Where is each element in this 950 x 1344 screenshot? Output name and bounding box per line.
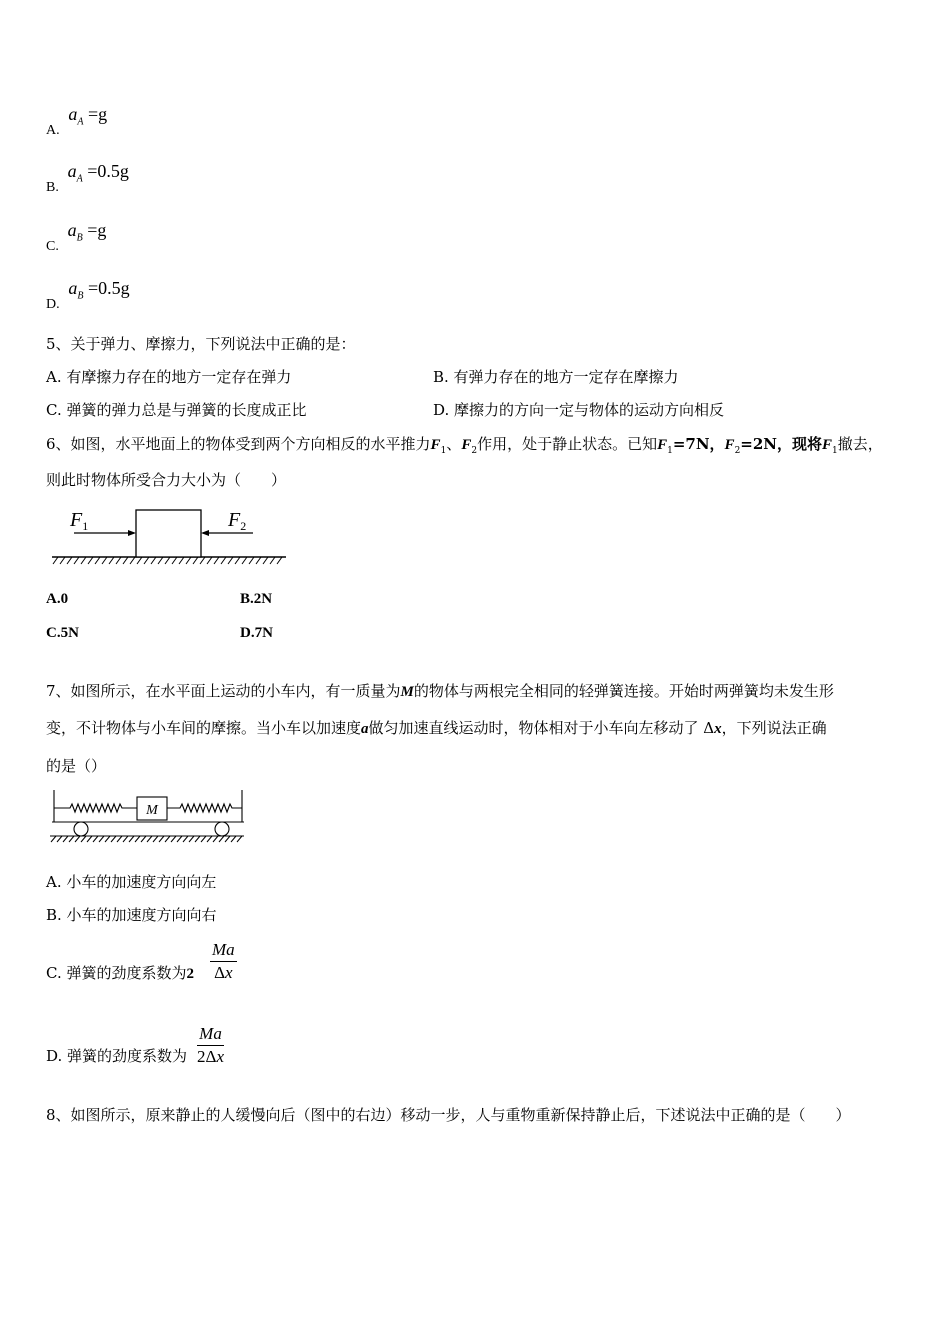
hatch-mark	[74, 557, 79, 564]
label-f2: $F_2$	[228, 509, 247, 533]
label-f1: $F_1$	[70, 509, 89, 533]
hatch-mark	[158, 557, 163, 564]
hatch-mark	[235, 557, 240, 564]
q5-option-c: C. 弹簧的弹力总是与弹簧的长度成正比	[46, 401, 307, 419]
hatch-mark	[88, 557, 93, 564]
q6-option-c: C.5N	[46, 625, 79, 641]
hatch-mark	[219, 836, 224, 842]
hatch-mark	[135, 836, 140, 842]
hatch-mark	[151, 557, 156, 564]
hatch-mark	[214, 557, 219, 564]
q7-stem-line1: 7、如图所示，在水平面上运动的小车内，有一质量为M的物体与两根完全相同的轻弹簧连接。开始时两弹簧均未发生形	[46, 682, 834, 700]
hatch-mark	[228, 557, 233, 564]
option-letter: B.	[46, 180, 59, 195]
left-spring	[54, 804, 137, 812]
hatch-mark	[144, 557, 149, 564]
q7-option-d-fraction: $\frac{Ma}{2\Delta x}$	[197, 1024, 224, 1066]
ground-hatching	[50, 836, 244, 842]
hatch-mark	[87, 836, 92, 842]
q4-option-a	[46, 104, 108, 138]
hatch-mark	[165, 557, 170, 564]
option-letter: A.	[46, 123, 60, 138]
hatch-mark	[159, 836, 164, 842]
q6-option-a: A.0	[46, 591, 69, 607]
q6-stem-line1: 6、如图，水平地面上的物体受到两个方向相反的水平推力$F_1$、$F_2$作用，处于静止状态。已知$F_1=7N$，$F_2=2N$，现将$F_1$撤去，	[46, 435, 883, 456]
hatch-mark	[171, 836, 176, 842]
q5-option-a: A. 有摩擦力存在的地方一定存在弹力	[46, 368, 292, 386]
hatch-mark	[109, 557, 114, 564]
hatch-mark	[193, 557, 198, 564]
block	[136, 510, 201, 557]
q7-option-b: B. 小车的加速度方向向右	[46, 906, 217, 924]
hatch-mark	[51, 836, 56, 842]
hatch-mark	[201, 836, 206, 842]
hatch-mark	[177, 836, 182, 842]
hatch-mark	[200, 557, 205, 564]
hatch-mark	[111, 836, 116, 842]
hatch-mark	[207, 836, 212, 842]
hatch-mark	[207, 557, 212, 564]
formula: $a_A =0.5g$	[67, 161, 129, 185]
mass-label: M	[146, 803, 158, 818]
q7-option-c: C. 弹簧的劲度系数为2	[46, 964, 194, 982]
formula: $a_B =0.5g$	[68, 278, 130, 302]
hatch-mark	[60, 557, 65, 564]
q6-option-d: D.7N	[240, 625, 273, 641]
q4-option-d	[46, 278, 130, 312]
hatch-mark	[57, 836, 62, 842]
hatch-mark	[105, 836, 110, 842]
hatch-mark	[249, 557, 254, 564]
right-wheel	[215, 822, 229, 836]
hatch-mark	[102, 557, 107, 564]
hatch-mark	[179, 557, 184, 564]
hatch-mark	[172, 557, 177, 564]
hatch-mark	[231, 836, 236, 842]
hatch-mark	[116, 557, 121, 564]
q4-option-c	[46, 220, 107, 254]
q5-option-d: D. 摩擦力的方向一定与物体的运动方向相反	[433, 401, 725, 419]
q8-stem: 8、如图所示，原来静止的人缓慢向后（图中的右边）移动一步，人与重物重新保持静止后，下述说法中正确的是（ ）	[46, 1106, 851, 1124]
hatch-mark	[242, 557, 247, 564]
right-spring	[167, 804, 242, 812]
hatch-mark	[63, 836, 68, 842]
hatch-mark	[123, 836, 128, 842]
q7-option-d: D. 弹簧的劲度系数为	[46, 1047, 188, 1065]
hatch-mark	[221, 557, 226, 564]
hatch-mark	[69, 836, 74, 842]
q4-option-b	[46, 161, 129, 195]
hatch-mark	[237, 836, 242, 842]
hatch-mark	[130, 557, 135, 564]
option-letter: C.	[46, 239, 59, 254]
hatch-mark	[263, 557, 268, 564]
left-wheel	[74, 822, 88, 836]
hatch-mark	[67, 557, 72, 564]
q7-option-c-fraction: $\frac{Ma}{\Delta x}$	[212, 940, 235, 982]
hatch-mark	[123, 557, 128, 564]
hatch-mark	[189, 836, 194, 842]
q6-stem-line2: 则此时物体所受合力大小为（ ）	[46, 471, 287, 489]
hatch-mark	[183, 836, 188, 842]
hatch-mark	[129, 836, 134, 842]
hatch-mark	[117, 836, 122, 842]
hatch-mark	[186, 557, 191, 564]
hatch-mark	[147, 836, 152, 842]
hatch-mark	[195, 836, 200, 842]
ground-hatching	[52, 557, 286, 564]
hatch-mark	[95, 557, 100, 564]
hatch-mark	[141, 836, 146, 842]
hatch-mark	[213, 836, 218, 842]
hatch-mark	[165, 836, 170, 842]
hatch-mark	[81, 836, 86, 842]
q7-option-a: A. 小车的加速度方向向左	[46, 873, 217, 891]
hatch-mark	[277, 557, 282, 564]
hatch-mark	[153, 836, 158, 842]
hatch-mark	[93, 836, 98, 842]
option-letter: D.	[46, 297, 60, 312]
hatch-mark	[53, 557, 58, 564]
hatch-mark	[81, 557, 86, 564]
q7-stem-line2: 变，不计物体与小车间的摩擦。当小车以加速度a做匀加速直线运动时，物体相对于小车向左移动了 Δx，下列说法正确	[46, 719, 827, 737]
formula: $a_B =g$	[67, 220, 107, 244]
hatch-mark	[225, 836, 230, 842]
q5-stem: 5、关于弹力、摩擦力，下列说法中正确的是：	[46, 335, 356, 353]
hatch-mark	[75, 836, 80, 842]
hatch-mark	[137, 557, 142, 564]
hatch-mark	[99, 836, 104, 842]
formula: $a_A =g$	[68, 104, 108, 128]
q6-option-b: B.2N	[240, 591, 273, 607]
hatch-mark	[270, 557, 275, 564]
q6-force-diagram	[48, 505, 293, 575]
hatch-mark	[256, 557, 261, 564]
q5-option-b: B. 有弹力存在的地方一定存在摩擦力	[433, 368, 679, 386]
q7-cart-diagram	[48, 788, 248, 844]
q7-stem-line3: 的是（）	[46, 757, 107, 775]
